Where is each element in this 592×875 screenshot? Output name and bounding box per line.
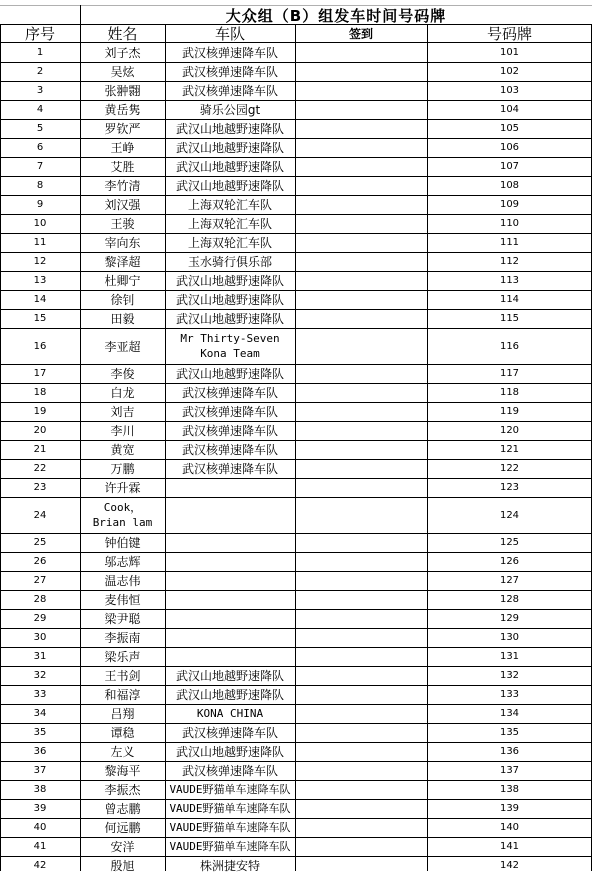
row-number: 115 [499,313,520,324]
row-signin-cell [295,138,427,157]
row-signin-cell [295,364,427,383]
row-name: 曾志鹏 [104,802,141,816]
row-name: 黄宽 [110,443,135,457]
row-team: KONA CHINA [196,707,264,720]
row-number: 133 [499,689,520,700]
row-signin-cell [295,571,427,590]
row-signin-cell [295,309,427,328]
row-team: 武汉核弹速降车队 [181,84,278,98]
row-name: 宰向东 [104,236,141,250]
row-number: 140 [499,822,520,833]
row-name: 邬志辉 [104,555,141,569]
row-number: 142 [499,860,520,871]
row-number: 138 [499,784,520,795]
row-index: 24 [33,509,47,521]
row-number: 110 [499,218,520,229]
row-signin-cell [295,43,427,62]
row-team: 上海双轮汇车队 [187,236,272,250]
row-number: 109 [499,199,520,210]
row-name: 杜卿宁 [104,274,141,288]
row-number: 141 [499,841,520,852]
row-name: 刘子杰 [104,46,141,60]
row-name: 李振杰 [104,783,141,797]
row-signin-cell [295,609,427,628]
row-index: 2 [36,66,44,77]
row-signin-cell [295,533,427,552]
row-name: 谭稳 [110,726,135,740]
row-number: 123 [499,482,520,493]
row-signin-cell [295,497,427,533]
row-signin-cell [295,328,427,364]
row-index: 28 [33,594,47,605]
row-name: 麦伟恒 [104,593,141,607]
row-team: 武汉核弹速降车队 [181,46,278,60]
gridline [0,24,592,25]
row-team: 武汉山地越野速降队 [175,160,284,174]
row-index: 29 [33,613,47,624]
row-signin-cell [295,478,427,497]
row-team: 骑乐公园gt [199,103,261,117]
row-number: 126 [499,556,520,567]
row-index: 4 [36,104,44,115]
row-signin-cell [295,856,427,875]
row-signin-cell [295,119,427,138]
row-team [165,533,295,552]
row-signin-cell [295,271,427,290]
row-name: 和福淳 [104,688,141,702]
row-name: 安洋 [110,840,135,854]
row-index: 40 [33,822,47,833]
row-number: 118 [499,387,520,398]
row-number: 131 [499,651,520,662]
row-team: 武汉核弹速降车队 [181,443,278,457]
row-number: 135 [499,727,520,738]
row-index: 5 [36,123,44,134]
row-index: 39 [33,803,47,814]
row-team: 玉水骑行俱乐部 [187,255,272,269]
row-team: Mr Thirty-Seven Kona Team [180,332,280,360]
row-team [165,609,295,628]
row-signin-cell [295,761,427,780]
row-team: 武汉核弹速降车队 [181,726,278,740]
row-signin-cell [295,233,427,252]
row-index: 7 [36,161,44,172]
row-number: 120 [499,425,520,436]
row-number: 139 [499,803,520,814]
row-signin-cell [295,81,427,100]
row-index: 14 [33,294,47,305]
row-index: 32 [33,670,47,681]
row-name: 张翀翾 [104,84,141,98]
header-team: 车队 [214,24,245,43]
row-number: 119 [499,406,520,417]
row-signin-cell [295,590,427,609]
row-team: 武汉核弹速降车队 [181,405,278,419]
row-name: 王峥 [110,141,135,155]
row-name: 殷旭 [110,859,135,873]
row-index: 1 [36,47,44,58]
row-number: 130 [499,632,520,643]
row-number: 134 [499,708,520,719]
header-number: 号码牌 [486,24,532,43]
sheet-title: 大众组（B）组发车时间号码牌 [225,6,447,25]
row-index: 15 [33,313,47,324]
row-team: 武汉山地越野速降队 [175,141,284,155]
row-index: 41 [33,841,47,852]
row-team: 上海双轮汇车队 [187,217,272,231]
row-signin-cell [295,666,427,685]
row-number: 106 [499,142,520,153]
row-name: 黎海平 [104,764,141,778]
row-team: VAUDE野猫单车速降车队 [169,821,291,834]
row-index: 31 [33,651,47,662]
row-name: 黄岳隽 [104,103,141,117]
row-number: 132 [499,670,520,681]
row-index: 27 [33,575,47,586]
row-name: 李竹清 [104,179,141,193]
row-team: 武汉核弹速降车队 [181,764,278,778]
row-team [165,478,295,497]
row-number: 124 [499,509,520,521]
row-signin-cell [295,628,427,647]
row-number: 111 [499,237,520,248]
row-name: 徐钊 [110,293,135,307]
row-number: 116 [499,340,520,352]
row-name: 刘吉 [110,405,135,419]
row-index: 10 [33,218,47,229]
row-signin-cell [295,252,427,271]
row-signin-cell [295,290,427,309]
row-team [165,647,295,666]
row-index: 11 [33,237,47,248]
row-team: 武汉山地越野速降队 [175,293,284,307]
row-name: 李俊 [110,367,135,381]
row-team: VAUDE野猫单车速降车队 [169,783,291,796]
gridline [0,5,592,6]
row-index: 30 [33,632,47,643]
row-index: 33 [33,689,47,700]
row-name: 左义 [110,745,135,759]
row-name: 许升霖 [104,481,141,495]
row-signin-cell [295,383,427,402]
row-index: 36 [33,746,47,757]
header-index: 序号 [24,24,55,43]
row-number: 136 [499,746,520,757]
row-name: 钟伯键 [104,536,141,550]
row-team: 武汉山地越野速降队 [175,367,284,381]
row-team: VAUDE野猫单车速降车队 [169,840,291,853]
row-team [165,628,295,647]
row-team [165,590,295,609]
row-name: 李亚超 [104,339,141,354]
row-index: 12 [33,256,47,267]
row-team: 武汉核弹速降车队 [181,386,278,400]
row-name: 吴炫 [110,65,135,79]
row-number: 113 [499,275,520,286]
row-index: 16 [33,340,47,352]
row-name: 温志伟 [104,574,141,588]
row-signin-cell [295,62,427,81]
row-signin-cell [295,195,427,214]
row-number: 117 [499,368,520,379]
row-number: 122 [499,463,520,474]
row-index: 6 [36,142,44,153]
row-number: 105 [499,123,520,134]
row-name: 王书剑 [104,669,141,683]
row-index: 3 [36,85,44,96]
row-number: 103 [499,85,520,96]
row-team: 武汉山地越野速降队 [175,669,284,683]
row-number: 101 [499,47,520,58]
row-number: 128 [499,594,520,605]
row-signin-cell [295,704,427,723]
row-team: 武汉核弹速降车队 [181,462,278,476]
row-index: 23 [33,482,47,493]
row-index: 25 [33,537,47,548]
row-index: 17 [33,368,47,379]
row-signin-cell [295,459,427,478]
row-index: 21 [33,444,47,455]
row-name: 李川 [110,424,135,438]
row-signin-cell [295,837,427,856]
row-name: Cook， Brian lam [92,501,153,529]
row-signin-cell [295,402,427,421]
row-number: 127 [499,575,520,586]
row-index: 19 [33,406,47,417]
header-name: 姓名 [107,24,138,43]
row-name: 王骏 [110,217,135,231]
row-number: 125 [499,537,520,548]
row-team: 武汉山地越野速降队 [175,122,284,136]
row-number: 137 [499,765,520,776]
row-team: 武汉核弹速降车队 [181,65,278,79]
row-signin-cell [295,723,427,742]
row-number: 104 [499,104,520,115]
row-team: 上海双轮汇车队 [187,198,272,212]
row-signin-cell [295,742,427,761]
row-index: 20 [33,425,47,436]
row-index: 26 [33,556,47,567]
row-signin-cell [295,157,427,176]
row-index: 9 [36,199,44,210]
row-index: 34 [33,708,47,719]
row-team [165,552,295,571]
row-index: 42 [33,860,47,871]
row-number: 129 [499,613,520,624]
row-team: 武汉核弹速降车队 [181,424,278,438]
row-signin-cell [295,552,427,571]
row-name: 何远鹏 [104,821,141,835]
row-signin-cell [295,818,427,837]
row-name: 白龙 [110,386,135,400]
row-team: 武汉山地越野速降队 [175,179,284,193]
row-signin-cell [295,647,427,666]
row-name: 艾胜 [110,160,135,174]
row-number: 121 [499,444,520,455]
row-signin-cell [295,780,427,799]
row-signin-cell [295,100,427,119]
row-team [165,571,295,590]
header-signin: 签到 [348,26,373,41]
row-index: 8 [36,180,44,191]
row-signin-cell [295,176,427,195]
row-name: 梁尹聪 [104,612,141,626]
row-name: 罗钦严 [104,122,141,136]
row-signin-cell [295,799,427,818]
row-name: 黎泽超 [104,255,141,269]
row-signin-cell [295,440,427,459]
row-number: 107 [499,161,520,172]
row-index: 22 [33,463,47,474]
row-signin-cell [295,214,427,233]
row-index: 38 [33,784,47,795]
row-name: 吕翔 [110,707,135,721]
row-name: 梁乐声 [104,650,141,664]
row-name: 田毅 [110,312,135,326]
row-team: 武汉山地越野速降队 [175,688,284,702]
row-index: 35 [33,727,47,738]
row-number: 102 [499,66,520,77]
row-name: 李振南 [104,631,141,645]
row-name: 刘汉强 [104,198,141,212]
row-index: 13 [33,275,47,286]
row-signin-cell [295,685,427,704]
row-team: 武汉山地越野速降队 [175,745,284,759]
row-number: 114 [499,294,520,305]
row-index: 37 [33,765,47,776]
row-team: 武汉山地越野速降队 [175,274,284,288]
row-team: 武汉山地越野速降队 [175,312,284,326]
row-index: 18 [33,387,47,398]
row-number: 112 [499,256,520,267]
row-team: VAUDE野猫单车速降车队 [169,802,291,815]
row-name: 万鹏 [110,462,135,476]
row-team: 株洲捷安特 [199,859,260,873]
row-number: 108 [499,180,520,191]
row-team [165,497,295,533]
row-signin-cell [295,421,427,440]
